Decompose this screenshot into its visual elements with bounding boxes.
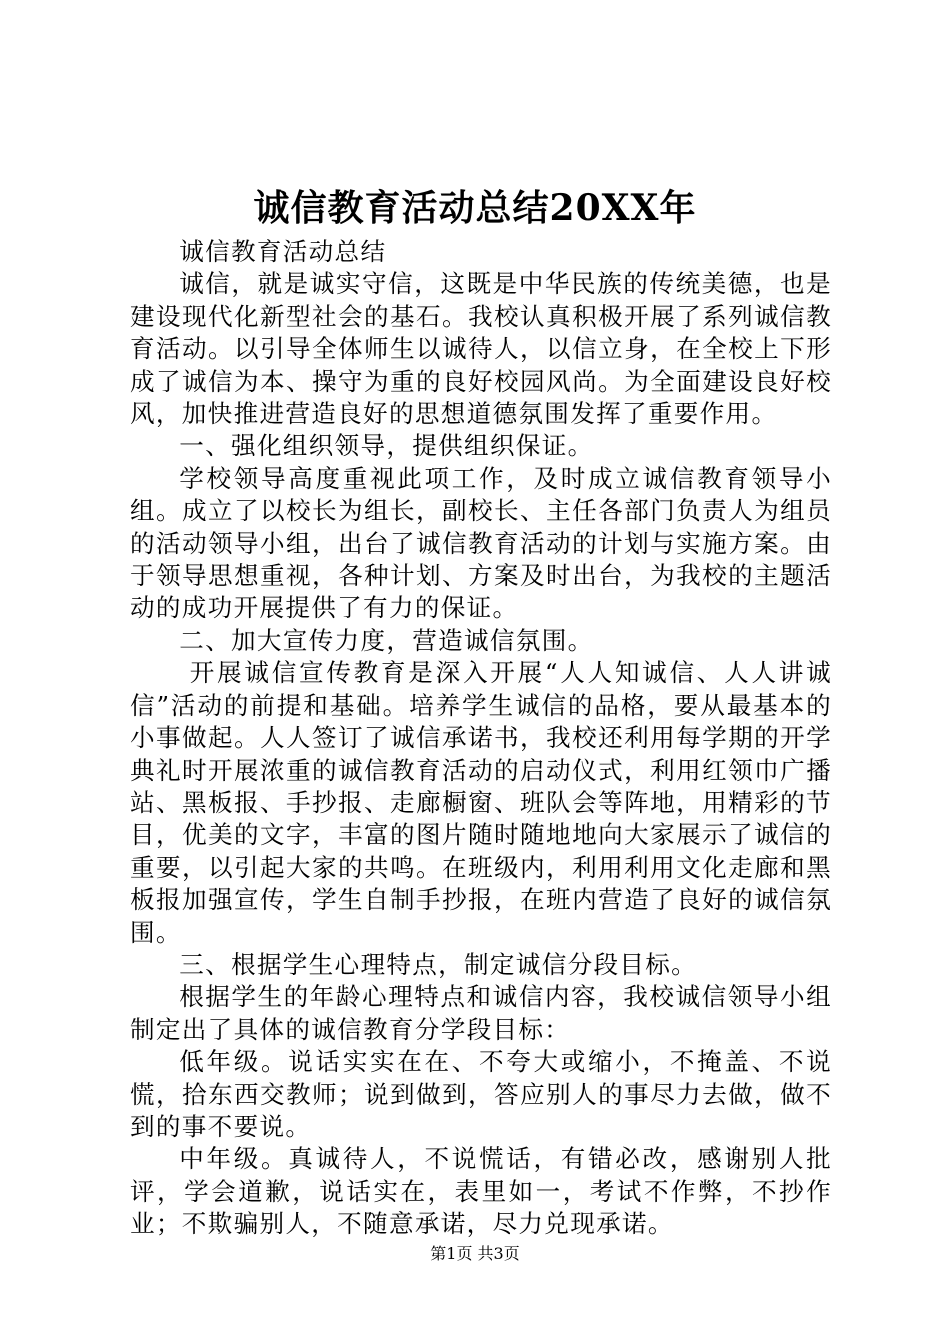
- paragraph-middle-grade: 中年级。真诚待人，不说慌话，有错必改，感谢别人批评，学会道歉，说话实在，表里如一，考试不作弊，不抄作业；不欺骗别人，不随意承诺，尽力兑现承诺。: [130, 1144, 832, 1239]
- paragraph-section-1: 学校领导高度重视此项工作，及时成立诚信教育领导小组。成立了以校长为组长，副校长、主任各部门负责人为组员的活动领导小组，出台了诚信教育活动的计划与实施方案。由于领导思想重视，各种计划、方案及时出台，为我校的主题活动的成功开展提供了有力的保证。: [130, 463, 832, 623]
- document-body: [130, 236, 832, 1241]
- paragraph-section-3: 根据学生的年龄心理特点和诚信内容，我校诚信领导小组制定出了具体的诚信教育分学段目标：: [130, 982, 832, 1044]
- paragraph-intro: 诚信，就是诚实守信，这既是中华民族的传统美德，也是建设现代化新型社会的基石。我校认真积极开展了系列诚信教育活动。以引导全体师生以诚待人，以信立身，在全校上下形成了诚信为本、操守为重的良好校园风尚。为全面建设良好校风，加快推进营造良好的思想道德氛围发挥了重要作用。: [130, 269, 832, 429]
- section-heading-1: 一、强化组织领导，提供组织保证。: [179, 431, 594, 461]
- paragraph-subtitle: 诚信教育活动总结: [179, 237, 387, 266]
- page-footer: 第1页 共3页: [430, 1244, 520, 1263]
- section-heading-3: 三、根据学生心理特点，制定诚信分段目标。: [179, 949, 698, 979]
- page-title: 诚信教育活动总结20XX年: [253, 187, 697, 229]
- section-heading-2: 二、加大宣传力度，营造诚信氛围。: [179, 625, 594, 655]
- paragraph-lower-grade: 低年级。说话实实在在、不夸大或缩小，不掩盖、不说慌，拾东西交教师；说到做到，答应别人的事尽力去做，做不到的事不要说。: [130, 1047, 832, 1141]
- paragraph-section-2: 开展诚信宣传教育是深入开展“人人知诚信、人人讲诚信”活动的前提和基础。培养学生诚信的品格，要从最基本的小事做起。人人签订了诚信承诺书，我校还利用每学期的开学典礼时开展浓重的诚信教育活动的启动仪式，利用红领巾广播站、黑板报、手抄报、走廊橱窗、班队会等阵地，用精彩的节目，优美的文字，丰富的图片随时随地地向大家展示了诚信的重要，以引起大家的共鸣。在班级内，利用利用文化走廊和黑板报加强宣传，学生自制手抄报，在班内营造了良好的诚信氛围。: [130, 658, 832, 947]
